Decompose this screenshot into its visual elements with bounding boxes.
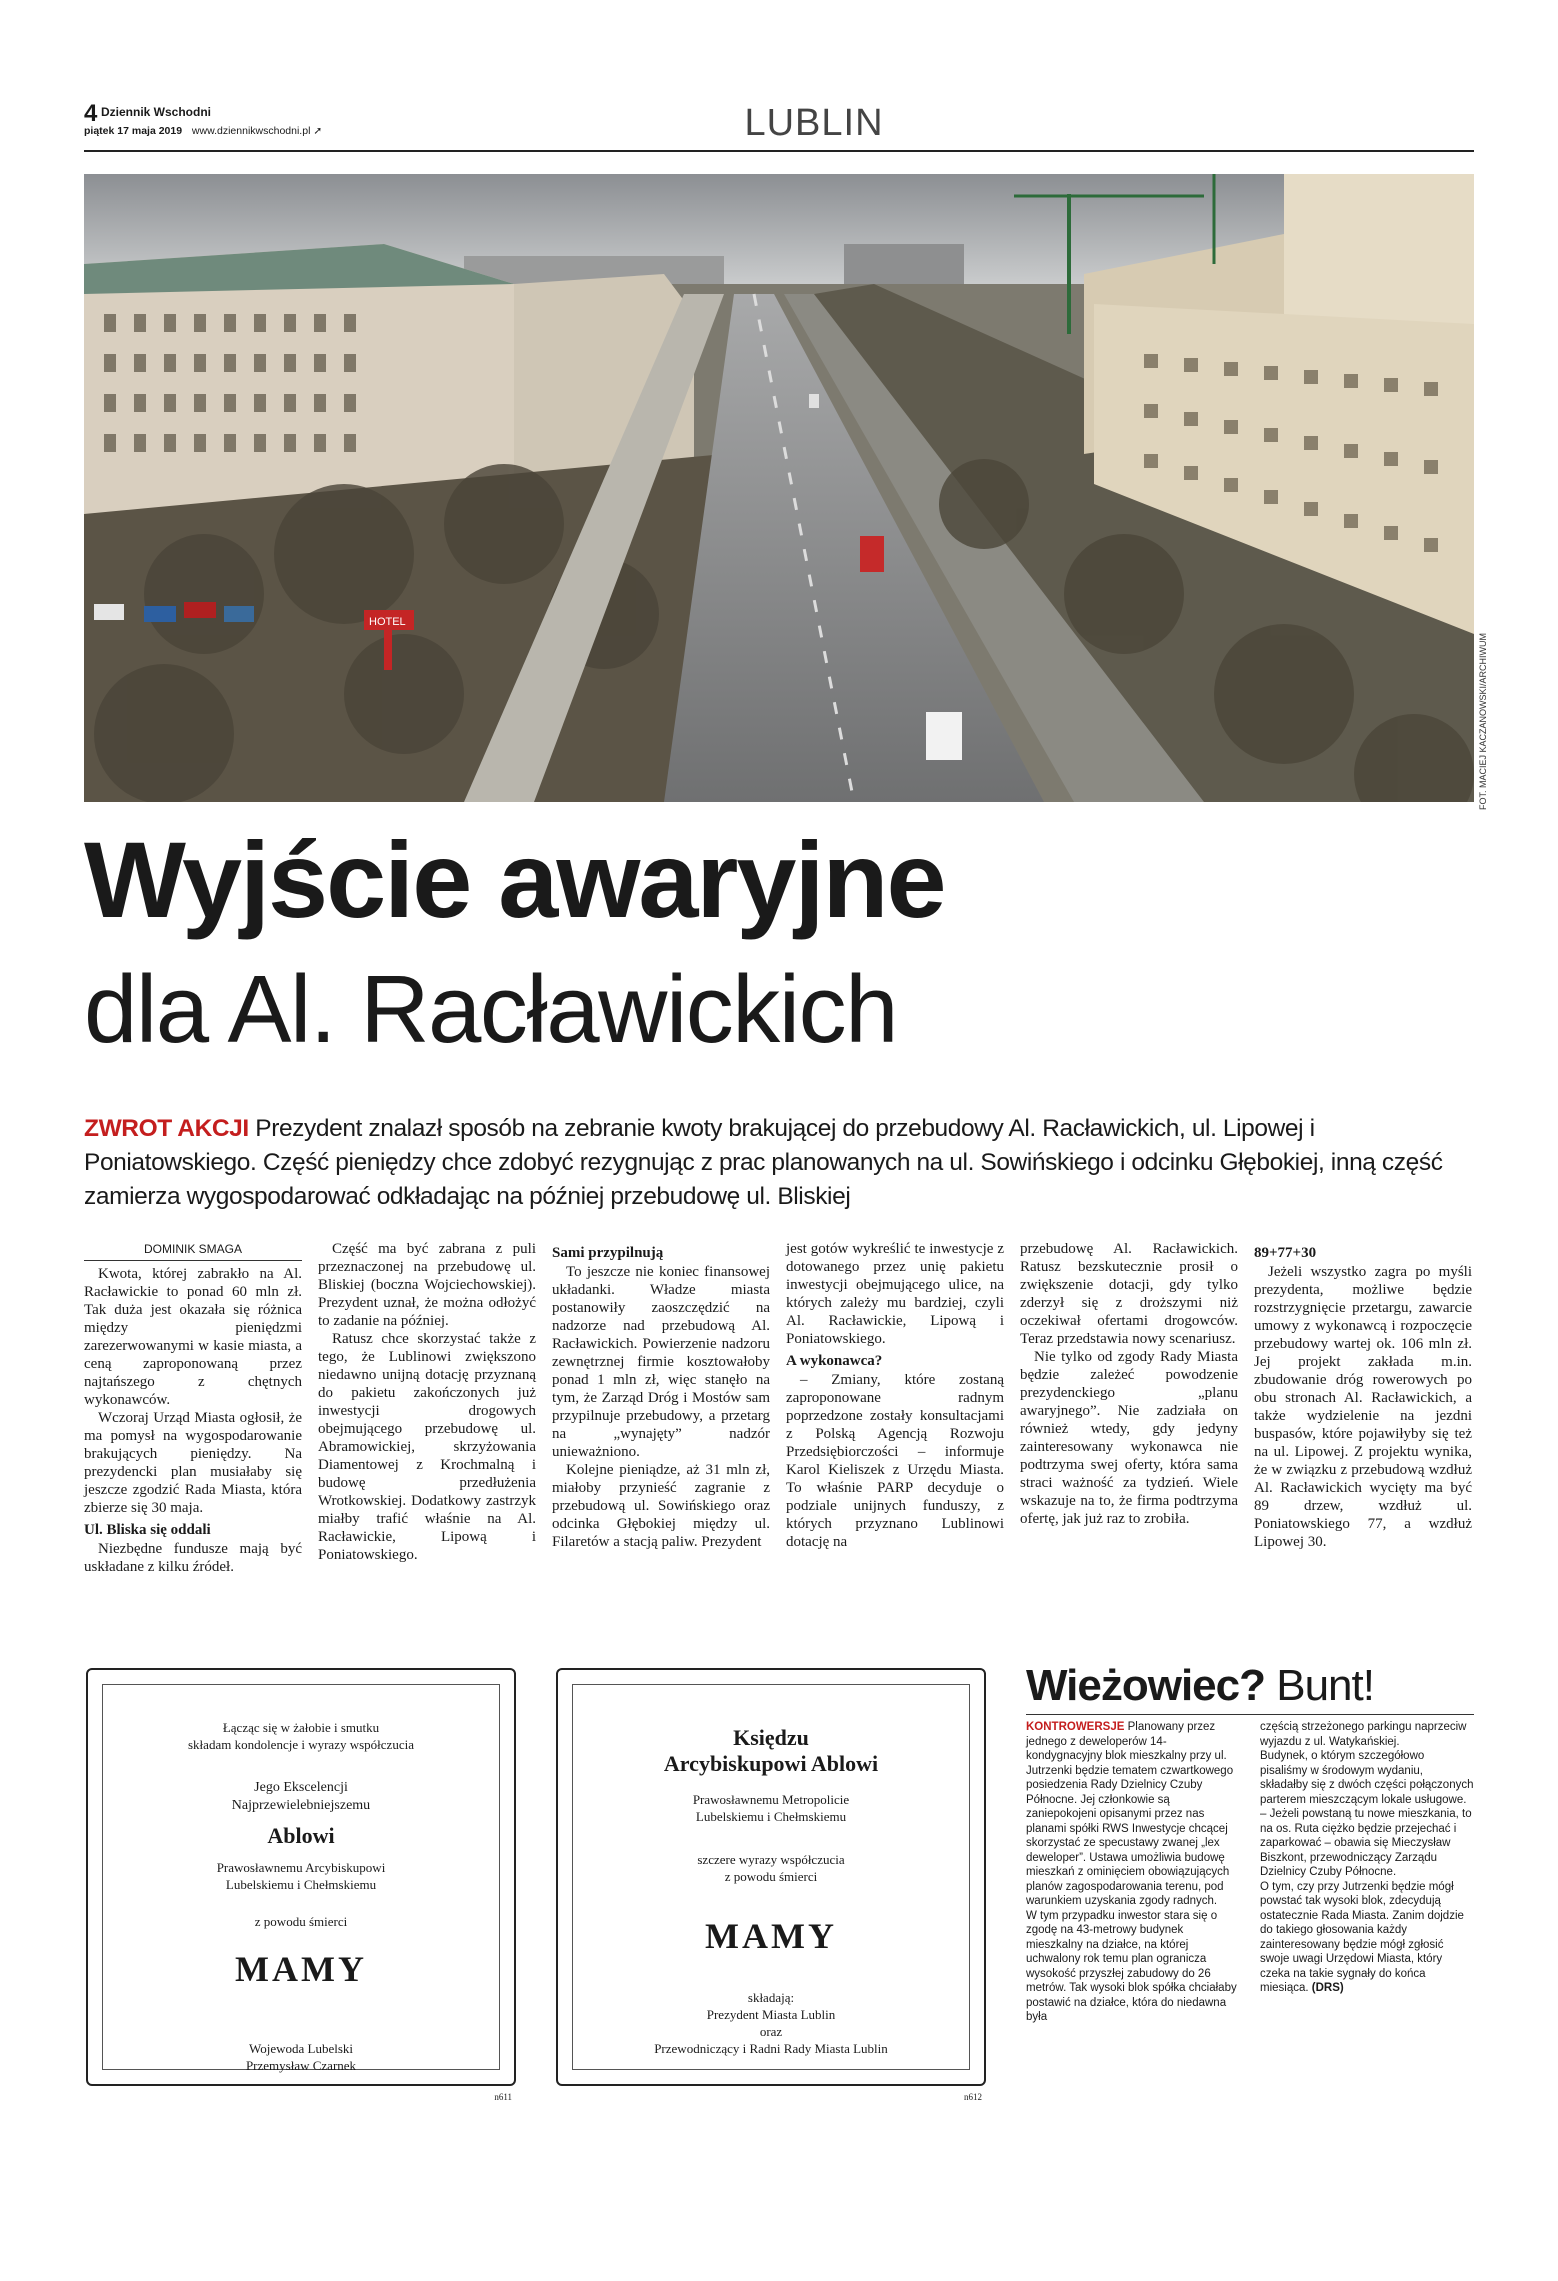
side-column-1 bbox=[1026, 1720, 1240, 2025]
paragraph: Kwota, której zabrakło na Al. Racławickie to ponad 60 mln zł. Tak duża jest okazała się różnica między pieniędzmi zarezerwowanymi w kasie miasta, a ceną zaproponowaną przez najtańszego z chętnych wykonawców. bbox=[84, 1266, 302, 1408]
article-column-1 bbox=[84, 1240, 302, 1576]
street-photo bbox=[84, 174, 1474, 802]
subheading: 89+77+30 bbox=[1254, 1245, 1317, 1261]
side-kicker: KONTROWERSJE bbox=[1026, 1721, 1125, 1733]
article-column-2 bbox=[318, 1240, 536, 1564]
obit-title: Jego Ekscelencji bbox=[254, 1780, 348, 1795]
paragraph: Jeżeli wszystko zagra po myśli prezydenta, możliwe będzie rozstrzygnięcie przetargu, zawarcie umowy z wykonawcą i rozpoczęcie przebudowy wartej ok. 106 mln zł. Jej projekt zakłada m.in. zbudowanie dróg rowerowych po obu stronach Al. Racławickich, a także wydzielenie na jezdni buspasów, które pojawiłyby się też na ul. Lipowej. Z projektu wynika, że w związku z przebudową wzdłuż Al. Racławickich wycięty ma być 89 drzew, wzdłuż ul. Poniatowskiego 77, a wzdłuż Lipowej 30. bbox=[1254, 1264, 1472, 1550]
article-column-5 bbox=[1020, 1240, 1238, 1528]
paragraph: Nie tylko od zgody Rady Miasta będzie zależeć powodzenie prezydenckiego „planu awaryjnego”. Nie zadziała on również wtedy, gdy jedyny zainteresowany wykonawca nie podtrzyma swej oferty, która sama straci ważność za tydzień. Wiele wskazuje na to, że firma podtrzyma ofertę, jak już raz to zrobiła. bbox=[1020, 1349, 1238, 1527]
side-headline-rest: Bunt! bbox=[1276, 1661, 1374, 1710]
obit-ref: n612 bbox=[964, 2092, 982, 2102]
obit-signature: Przewodniczący i Radni Rady Miasta Lublin bbox=[654, 2041, 888, 2056]
paragraph bbox=[1260, 1880, 1474, 1996]
side-text: O tym, czy przy Jutrzenki będzie mógł powstać tak wysoki blok, zdecydują ostatecznie Rada Miasta. Zanim dojdzie do takiego głosowania każdy zainteresowany będzie mógł zgłosić swoje uwagi Urzędowi Miasta, który czeka na takie sygnały do końca miesiąca. bbox=[1260, 1880, 1464, 1994]
obit-name: Ablowi bbox=[267, 1823, 335, 1848]
cursor-icon: ➚ bbox=[313, 125, 323, 137]
obit-big: MAMY bbox=[705, 1916, 837, 1956]
subheading: A wykonawca? bbox=[786, 1353, 883, 1369]
obit-signature: Wojewoda Lubelski bbox=[248, 2041, 353, 2056]
obit-line: Łącząc się w żałobie i smutku bbox=[222, 1720, 380, 1735]
obit-reason: z powodu śmierci bbox=[254, 1914, 348, 1929]
obit-condolence: szczere wyrazy współczucia bbox=[697, 1852, 845, 1867]
obit-big: MAMY bbox=[235, 1949, 367, 1989]
obit-line: składam kondolencje i wyrazy współczucia bbox=[188, 1737, 414, 1752]
paragraph: Wczoraj Urząd Miasta ogłosił, że ma pomysł na wygospodarowanie brakujących pieniędzy. Na prezydencki plan musiałaby się jeszcze zgodzić Rada Miasta, która zbierze się 30 maja. bbox=[84, 1410, 302, 1516]
article-column-4 bbox=[786, 1240, 1004, 1551]
side-column-2 bbox=[1260, 1720, 1474, 1996]
article-column-3 bbox=[552, 1240, 770, 1551]
byline: DOMINIK SMAGA bbox=[84, 1240, 302, 1261]
side-text: Planowany przez jednego z deweloperów 14-kondygnacyjny blok mieszkalny przy ul. Jutrzenki będzie tematem czwartkowego posiedzenia Rady Dzielnicy Czuby Północne. Jej członkowie są zaniepokojeni opisanymi przez nas planami spółki RWS Inwestycje chcącej skorzystać ze specustawy zwanej „lex deweloper”. Ustawa umożliwia budowę mieszkań z ominięciem obowiązujących planów zagospodarowania terenu, pod warunkiem uzyskania zgody radnych. bbox=[1026, 1721, 1234, 1907]
dateline bbox=[84, 125, 322, 137]
photo-credit-text: FOT. MACIEJ KACZANOWSKI/ARCHIWUM bbox=[1478, 632, 1488, 810]
obit-desc: Lubelskiemu i Chełmskiemu bbox=[225, 1877, 377, 1892]
street-photo-illustration bbox=[84, 174, 1474, 802]
section-title: LUBLIN bbox=[744, 102, 884, 144]
paragraph: – Jeżeli powstaną tu nowe mieszkania, to na os. Ruta ciężko będzie przejechać i zaparkować – obawia się Mieczysław Biszkont, przewodniczący Zarządu Dzielnicy Czuby Północne. bbox=[1260, 1808, 1472, 1878]
obituary-1 bbox=[86, 1668, 516, 2102]
obit-desc: Lubelskiemu i Chełmskiemu bbox=[695, 1809, 847, 1824]
obit-desc: Prawosławnemu Arcybiskupowi bbox=[216, 1860, 386, 1875]
photo-credit bbox=[1478, 632, 1492, 810]
hotel-sign: HOTEL bbox=[369, 616, 406, 628]
obit-signature: oraz bbox=[759, 2024, 783, 2039]
issue-date: piątek 17 maja 2019 bbox=[84, 125, 183, 137]
subheading: Ul. Bliska się oddali bbox=[84, 1522, 211, 1538]
side-signature: (DRS) bbox=[1311, 1982, 1344, 1994]
side-headline-bold: Wieżowiec? bbox=[1026, 1661, 1265, 1710]
lead-kicker: ZWROT AKCJI bbox=[84, 1115, 249, 1142]
obit-desc: Prawosławnemu Metropolicie bbox=[692, 1792, 850, 1807]
side-rule bbox=[1026, 1714, 1474, 1715]
obit-title: Księdzu bbox=[733, 1725, 809, 1750]
paragraph: W tym przypadku inwestor stara się o zgodę na 43-metrowy budynek mieszkalny na działce, na której uchwalony rok temu plan ogranicza wysokość przyszłej zabudowy do 26 metrów. Tak wysoki blok spółka chciałaby postawić na działce, która do niedawna była bbox=[1026, 1909, 1237, 2023]
obit-signature: Prezydent Miasta Lublin bbox=[706, 2007, 836, 2022]
obit-from: składają: bbox=[747, 1990, 795, 2005]
side-headline bbox=[1026, 1661, 1476, 1710]
headline-main: Wyjście awaryjne bbox=[84, 819, 945, 940]
paragraph: przebudowę Al. Racławickich. Ratusz bezskutecznie prosił o zwiększenie dotacji, gdy tylko zderzył się z droższymi niż oczekiwał ofertami drogowców. Teraz przedstawia nowy scenariusz. bbox=[1020, 1241, 1238, 1347]
paragraph: częścią strzeżonego parkingu naprzeciw wyjazdu z ul. Watykańskiej. bbox=[1260, 1721, 1467, 1748]
obituary-frame bbox=[102, 1684, 500, 2073]
paragraph: Ratusz chce skorzystać także z tego, że Lublinowi zwiększono niedawno unijną dotację przyznaną do pakietu zakończonych już inwestycji drogowych obejmującego przebudowę ul. Abramowickiej, skrzyżowania Diamentowej z Krochmalną i budowę przedłużenia Wrotkowskiej. Dodatkowy zastrzyk miałby trafić właśnie na Al. Racławickie, Lipową i Poniatowskiego. bbox=[318, 1331, 536, 1563]
header-rule bbox=[84, 150, 1474, 152]
headline-second: dla Al. Racławickich bbox=[84, 956, 897, 1063]
obit-title: Najprzewielebniejszemu bbox=[231, 1798, 371, 1813]
paragraph: Kolejne pieniądze, aż 31 mln zł, miałoby przynieść zagranie z przebudową ul. Sowińskiego oraz odcinka Głębokiej między ul. Filaretów a stacją paliw. Prezydent bbox=[552, 1462, 770, 1550]
website-link[interactable]: www.dziennikwschodni.pl bbox=[191, 125, 311, 137]
obituary-2 bbox=[556, 1668, 986, 2102]
obituary-frame bbox=[572, 1684, 970, 2070]
paragraph: Część ma być zabrana z puli przeznaczonej na przebudowę ul. Bliskiej (boczna Wojciechowskiej). Prezydent uznał, że można odłożyć to zadanie na później. bbox=[318, 1241, 536, 1329]
page-number: 4 bbox=[84, 100, 98, 127]
lead-text: Prezydent znalazł sposób na zebranie kwoty brakującej do przebudowy Al. Racławickich, ul. Lipowej i Poniatowskiego. Część pieniędzy chce zdobyć rezygnując z prac planowanych na ul. Sowińskiego i odcinku Głębokiej, inną część zamierza wygospodarować odkładając na później przebudowę ul. Bliskiej bbox=[84, 1115, 1443, 1210]
obit-condolence: z powodu śmierci bbox=[724, 1869, 818, 1884]
paper-name: Dziennik Wschodni bbox=[101, 105, 212, 119]
paragraph: jest gotów wykreślić te inwestycje z dotowanego przez unię pakietu inwestycji obejmującego ulice, na których zależy mu bardziej, czyli Al. Racławickie, Lipową i Poniatowskiego. bbox=[786, 1241, 1004, 1347]
masthead bbox=[84, 100, 1474, 148]
article-column-6 bbox=[1254, 1240, 1472, 1551]
subheading: Sami przypilnują bbox=[552, 1245, 664, 1261]
obit-ref: n611 bbox=[494, 2092, 512, 2102]
obit-signature: Przemysław Czarnek bbox=[245, 2058, 357, 2073]
obit-title: Arcybiskupowi Ablowi bbox=[663, 1751, 879, 1776]
article-lead bbox=[84, 1112, 1474, 1214]
paragraph: Niezbędne fundusze mają być uskładane z kilku źródeł. bbox=[84, 1541, 302, 1575]
paragraph: To jeszcze nie koniec finansowej układanki. Władze miasta postanowiły zaoszczędzić na nadzorze nad przebudową Al. Racławickich. Powierzenie nadzoru zewnętrznej firmie kosztowałoby ponad 1 mln zł, więc stanęło na tym, że Zarząd Dróg i Mostów sam przypilnuje przebudowy, a przetarg na „wynajęty” nadzór unieważniono. bbox=[552, 1264, 770, 1460]
paragraph bbox=[1026, 1720, 1240, 1909]
paragraph: – Zmiany, które zostaną zaproponowane radnym poprzedzone zostały konsultacjami z Polską Agencją Rozwoju Przedsiębiorczości – informuje Karol Kieliszek z Urzędu Miasta. To właśnie PARP decyduje o podziale unijnych funduszy, z których przyznano Lublinowi dotację na bbox=[786, 1372, 1004, 1550]
paragraph: Budynek, o którym szczegółowo pisaliśmy w środowym wydaniu, składałby się z dwóch części połączonych parterem mieszczącym lokale usługowe. bbox=[1260, 1750, 1474, 1806]
